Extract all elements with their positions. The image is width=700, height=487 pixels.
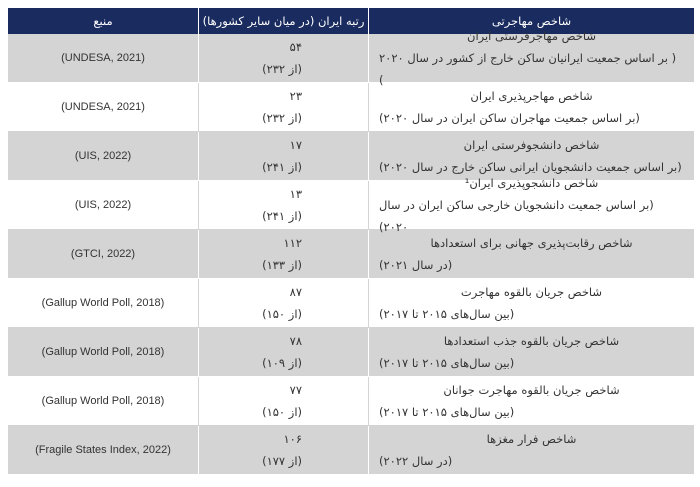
source-cell: (GTCI, 2022) (8, 230, 198, 279)
source-cell: (Gallup World Poll, 2018) (8, 377, 198, 426)
rank-cell (198, 230, 368, 279)
header-rank: رتبه ایران (در میان سایر کشورها) (198, 8, 368, 34)
indicator-cell (368, 29, 694, 87)
rank-total: (از ۱۳۳) (262, 258, 302, 272)
rank-value: ۱۱۲ (283, 236, 302, 250)
indicator-detail: (بین سال‌های ۲۰۱۵ تا ۲۰۱۷) (379, 307, 515, 321)
indicator-cell (368, 176, 694, 234)
rank-cell (198, 132, 368, 181)
indicator-detail: ( بر اساس جمعیت ایرانیان ساکن خارج از کشور در سال ۲۰۲۰ ) (379, 51, 677, 87)
source-cell: (UNDESA, 2021) (8, 34, 198, 83)
rank-cell (198, 279, 368, 328)
rank-value: ۵۴ (289, 40, 302, 54)
rank-total: (از ۱۰۹) (262, 356, 302, 370)
source-cell: (Gallup World Poll, 2018) (8, 328, 198, 377)
indicator-title: شاخص جریان بالقوه مهاجرت (460, 285, 603, 299)
indicator-detail: (بر اساس جمعیت مهاجران ساکن ایران در سال ۲۰۲۰) (379, 111, 640, 125)
rank-cell (198, 83, 368, 132)
indicator-title: شاخص مهاجرفرستی ایران (467, 29, 596, 43)
rank-cell (198, 328, 368, 377)
table-row (8, 230, 694, 279)
indicator-detail: (بر اساس جمعیت دانشجویان خارجی ساکن ایران در سال ۲۰۲۰) (379, 198, 654, 234)
rank-total: (از ۱۷۷) (262, 454, 302, 468)
rank-total: (از ۲۳۲) (262, 62, 302, 76)
indicator-title: شاخص فرار مغزها (486, 432, 577, 446)
rank-cell (198, 181, 368, 230)
rank-total: (از ۲۴۱) (262, 209, 302, 223)
table-row (8, 176, 694, 234)
rank-cell (198, 34, 368, 83)
indicator-detail: (در سال ۲۰۲۱) (379, 258, 453, 272)
source-cell: (UIS, 2022) (8, 132, 198, 181)
rank-value: ۷۷ (289, 383, 302, 397)
table-row (8, 83, 694, 132)
header-source: منبع (93, 14, 113, 28)
rank-total: (از ۱۵۰) (262, 307, 302, 321)
indicator-title: شاخص دانشجوپذیری ایران¹ (464, 176, 599, 190)
source-cell: (Fragile States Index, 2022) (8, 426, 198, 475)
rank-total: (از ۱۵۰) (262, 405, 302, 419)
indicator-title: شاخص رقابت‌پذیری جهانی برای استعدادها (430, 236, 633, 250)
table-row (8, 29, 694, 87)
rank-cell (198, 426, 368, 475)
rank-value: ۸۷ (289, 285, 302, 299)
indicator-title: شاخص جریان بالقوه مهاجرت جوانان (443, 383, 620, 397)
indicator-title: شاخص مهاجرپذیری ایران (470, 89, 593, 103)
indicator-detail: (در سال ۲۰۲۲) (379, 454, 453, 468)
indicator-cell (368, 230, 694, 279)
source-cell: (UIS, 2022) (8, 181, 198, 230)
indicator-detail: (بین سال‌های ۲۰۱۵ تا ۲۰۱۷) (379, 356, 515, 370)
rank-cell (198, 377, 368, 426)
source-cell: (UNDESA, 2021) (8, 83, 198, 132)
indicator-detail: (بین سال‌های ۲۰۱۵ تا ۲۰۱۷) (379, 405, 515, 419)
table-row (8, 377, 694, 426)
rank-value: ۱۷ (289, 138, 302, 152)
indicator-cell (368, 279, 694, 328)
indicator-title: شاخص جریان بالقوه جذب استعدادها (443, 334, 620, 348)
rank-value: ۷۸ (289, 334, 302, 348)
indicator-detail: (بر اساس جمعیت دانشجویان ایرانی ساکن خارج در سال ۲۰۲۰) (379, 160, 682, 174)
rank-value: ۲۳ (289, 89, 302, 103)
indicator-title: شاخص دانشجوفرستی ایران (463, 138, 600, 152)
rank-value: ۱۳ (289, 187, 302, 201)
rank-total: (از ۲۴۱) (262, 160, 302, 174)
header-indicator: شاخص مهاجرتی (368, 8, 694, 34)
indicator-cell (368, 83, 694, 132)
table-row (8, 279, 694, 328)
source-cell: (Gallup World Poll, 2018) (8, 279, 198, 328)
rank-total: (از ۲۳۲) (262, 111, 302, 125)
indicator-cell (368, 377, 694, 426)
table-row (8, 328, 694, 377)
table-row (8, 426, 694, 475)
indicator-cell (368, 426, 694, 475)
migration-indicators-table (8, 8, 694, 475)
rank-value: ۱۰۶ (283, 432, 302, 446)
indicator-cell (368, 328, 694, 377)
